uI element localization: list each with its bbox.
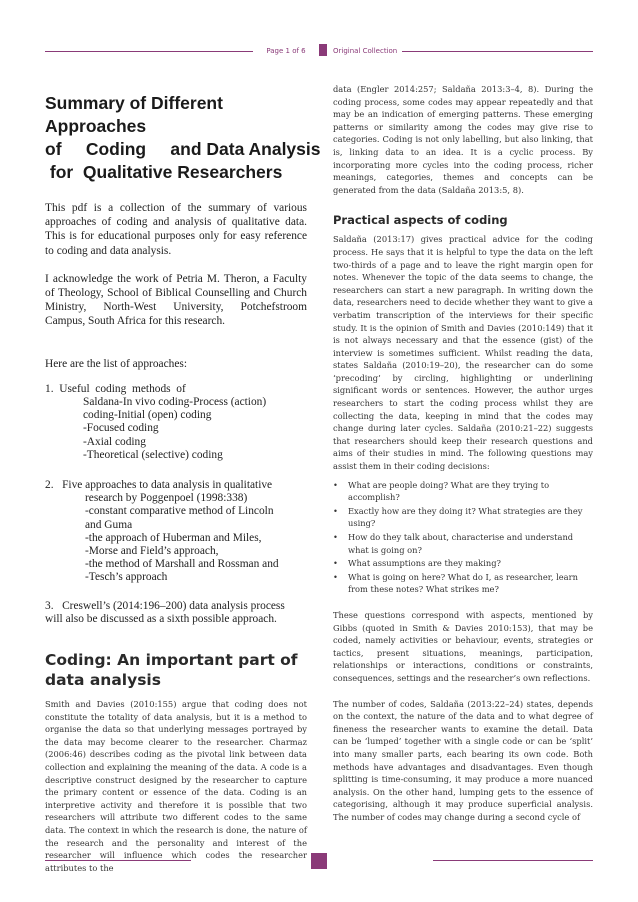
bullet: • <box>333 505 338 516</box>
practical-heading: Practical aspects of coding <box>333 213 508 228</box>
collection-label: Original Collection <box>333 47 398 55</box>
list-item: -Axial coding <box>83 435 146 448</box>
page-number: Page 1 of 6 <box>266 47 306 55</box>
approach-list-1 <box>45 383 307 462</box>
footer-marker <box>311 853 327 869</box>
acknowledgement-paragraph: I acknowledge the work of Petria M. Theron, a Faculty of Theology, School of Biblical Counselling and Church Ministry, North-West University, Potchefstroom Campus, South Africa for this research. <box>45 272 307 328</box>
bullet: • <box>333 479 338 490</box>
header-rule-left <box>45 51 253 52</box>
header-rule-right <box>402 51 593 52</box>
list-intro: Here are the list of approaches: <box>45 357 187 370</box>
list-item <box>333 571 593 596</box>
list-item <box>333 531 593 556</box>
list-item: coding-Initial (open) coding <box>83 409 212 422</box>
question-text: What assumptions are they making? <box>348 558 501 569</box>
list-item: -Theoretical (selective) coding <box>83 448 223 461</box>
list-item <box>333 505 593 530</box>
list-item: -Tesch’s approach <box>85 571 168 584</box>
list-line: will also be discussed as a sixth possible approach. <box>45 612 277 625</box>
question-text: What is going on here? What do I, as researcher, learn from these notes? What strikes me? <box>348 571 578 595</box>
aspects-paragraph: These questions correspond with aspects, mentioned by Gibbs (quoted in Smith & Davies 2010:153), that may be coded, namely activities or behaviour, events, strategies or tactics, present situations, meanings, participation, relationships or interactions, conditions or constraints, consequences, settings and the researcher’s own reflections. <box>333 609 593 683</box>
footer-rule-right <box>433 860 593 861</box>
list-item: Saldana-In vivo coding-Process (action) <box>83 396 267 409</box>
list-item: -Focused coding <box>83 422 159 435</box>
list-item: -the approach of Huberman and Miles, <box>85 531 262 544</box>
question-list <box>333 479 593 596</box>
approach-list-2 <box>45 479 307 585</box>
list-item <box>333 557 593 570</box>
left-column <box>45 92 321 874</box>
list-item: and Guma <box>85 518 133 531</box>
title-line: Summary of Different Approaches <box>45 93 223 136</box>
bullet: • <box>333 571 338 582</box>
right-column <box>333 83 593 823</box>
header-marker <box>319 44 327 56</box>
question-text: Exactly how are they doing it? What strategies are they using? <box>348 505 583 529</box>
list-item: -the method of Marshall and Rossman and <box>85 558 279 571</box>
bullet: • <box>333 558 338 569</box>
question-text: How do they talk about, characterise and understand what is going on? <box>348 532 574 555</box>
document-title <box>45 92 321 184</box>
list-line: 3. Creswell’s (2014:196–200) data analysis process <box>45 599 285 612</box>
list-heading: 1. Useful coding methods of <box>45 382 186 395</box>
question-text: What are people doing? What are they trying to accomplish? <box>348 479 550 503</box>
list-item: research by Poggenpoel (1998:338) <box>85 492 248 505</box>
list-item <box>333 479 593 504</box>
coding-section-heading: Coding: An important part of data analysis <box>45 651 298 690</box>
coding-paragraph: Smith and Davies (2010:155) argue that coding does not constitute the totality of data analysis, but it is a method to organise the data so that underlying messages portrayed by the data may become clearer to the researcher. Charmaz (2006:46) describes coding as the pivotal link between data collection and explaining the meaning of the data. A code is a descriptive construct designed by the researcher to capture the primary content or essence of the data. Coding is an interpretive activity and therefore it is possible that two researchers will attribute two different codes to the same data. The context in which the research is done, the nature of the research and the personality and interest of the researcher will influence which codes the researcher attributes to the <box>45 699 307 873</box>
title-line: of Coding and Data Analysis <box>45 139 321 159</box>
list-heading: 2. Five approaches to data analysis in qualitative <box>45 479 273 492</box>
intro-paragraph: This pdf is a collection of the summary of various approaches of coding and analysis of qualitative data. This is for educational purposes only for easy reference to coding and data analysis. <box>45 202 307 257</box>
approach-list-3 <box>45 600 307 626</box>
bullet: • <box>333 532 338 542</box>
title-line: for Qualitative Researchers <box>45 162 283 182</box>
continued-paragraph: data (Engler 2014:257; Saldaña 2013:3–4, 8). During the coding process, some codes may appear repeatedly and that may be an indication of emerging patterns. These emerging patterns or similarity among the codes may give rise to categories. Coding is not only labelling, but also linking, that is, linking data to an idea. It is a cyclic process. By incorporating more cycles into the coding process, richer meanings, categories, themes and concepts can be generated from the data (Saldaña 2013:5, 8). <box>333 84 593 195</box>
number-of-codes-paragraph: The number of codes, Saldaña (2013:22–24) states, depends on the context, the nature of the data and to what degree of fineness the researcher wants to examine the detail. Data can be ‘lumped’ together with a single code or can be ‘split’ into many smaller parts, each bearing its own code. Both methods have advantages and disadvantages. Even though splitting is time-consuming, it may produce a more nuanced analysis. On the other hand, lumping gets to the essence of categorising, although it may produce superficial analysis. The number of codes may change during a second cycle of <box>333 698 593 822</box>
practical-paragraph: Saldaña (2013:17) gives practical advice for the coding process. He says that it is helpful to type the data on the left two-thirds of a page and to leave the right margin open for notes. Whenever the topic of the data seems to change, the researchers can start a new paragraph. In writing down the data, researchers need to decide whether they want to give a verbatim transcription of the interviews for their specific study. It is the opinion of Smith and Davies (2010:149) that it is not always necessary and that the essence (gist) of the interview is sometimes sufficient. Whilst reading the data, states Saldaña (2010:19–20), the researcher can do some ‘precoding’ by circling, highlighting or underlining significant words or sentences. However, the author urges researchers to start the coding process whilst they are collecting the data, keeping in mind that the codes may change during later cycles. Saldaña (2010:21–22) suggests that researchers should keep their research questions and aims of their studies in mind. The following questions may assist them in their coding decisions: <box>333 234 593 472</box>
list-item: -constant comparative method of Lincoln <box>85 505 274 518</box>
list-item: -Morse and Field’s approach, <box>85 545 219 558</box>
